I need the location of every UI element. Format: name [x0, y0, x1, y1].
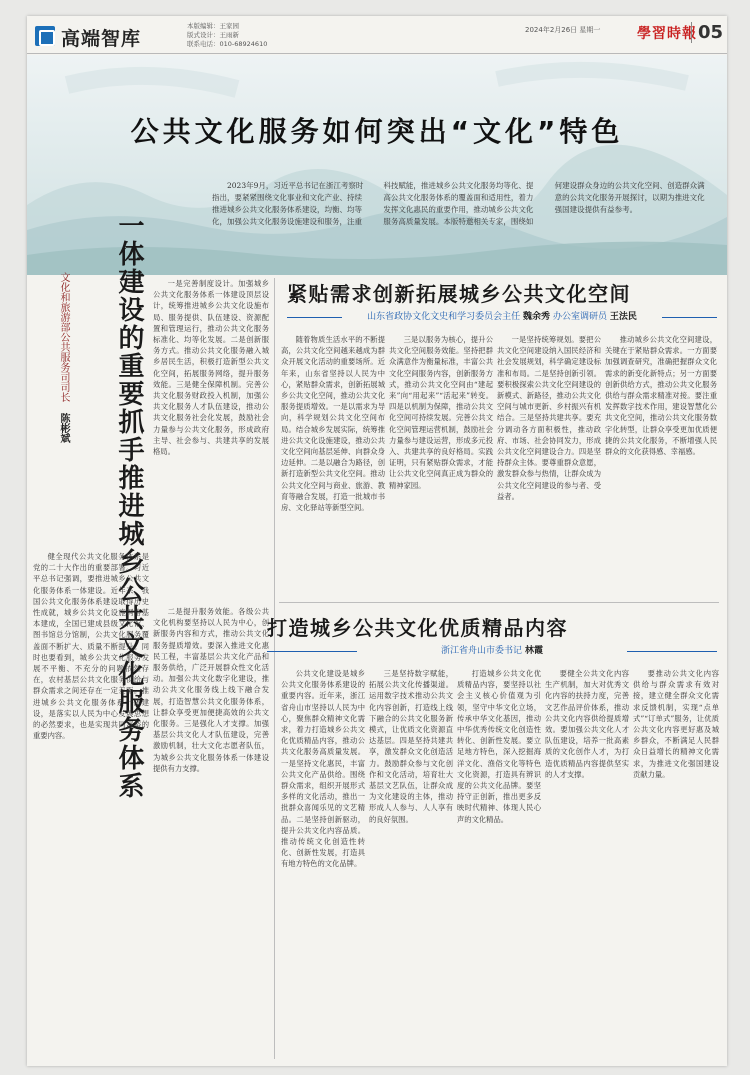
page-header — [27, 16, 727, 54]
article2-author-name: 林霞 — [524, 646, 543, 656]
masthead-logo: 學習時報 — [637, 26, 697, 42]
page-main-title: 公共文化服务如何突出“文化”特色 — [130, 115, 624, 148]
feature-column-1: 健全现代公共文化服务体系是党的二十大作出的重要部署。习近平总书记强调，要推进城乡公共文化服务体系一体建设。近年来，我国公共文化服务体系建设取得历史性成就，城乡公共文化设施网络基本建成，全国已建成县级文化馆、图书馆总分馆制，公共文化服务覆盖面不断扩大、质量不断提升。同时也要看到，城乡公共文化服务发展不平衡、不充分的问题依然存在，农村基层公共文化服务供给与群众需求之间还存在一定差距。推进城乡公共文化服务体系一体建设，是落实以人民为中心发展思想的必然要求，也是实现共同富裕的重要内容。 — [33, 552, 149, 741]
article1-author-org: 山东省政协文化文史和学习委员会主任 — [367, 312, 521, 322]
article2-author-org: 浙江省舟山市委书记 — [441, 646, 523, 656]
phone-line: 联系电话：010-68924610 — [187, 40, 268, 48]
column-divider — [274, 278, 275, 1059]
article1-author-name2: 王法民 — [609, 312, 637, 322]
feature-author-org: 文化和旅游部公共服务司司长 — [58, 272, 69, 402]
article1-column-3: 一是坚持统筹规划。要把公共文化空间建设纳入国民经济和社会发展规划，科学确定建设标准和布局。二是坚持创新引领。要积极探索公共文化空间建设的新模式、新路径，推动公共文化空间与城市更新、乡村振兴有机结合。三是坚持共建共享。要充分调动各方面积极性，推动政府、市场、社会协同发力，形成公共文化空间建设合力。四是坚持群众主体。要尊重群众意愿，激发群众参与热情，让群众成为公共文化空间建设的参与者、受益者。 — [497, 335, 601, 501]
feature-title: 一体建设的重要抓手推进城乡公共文化服务体系 — [114, 212, 144, 800]
banner-intro-text: 2023年9月，习近平总书记在浙江考察时指出，要紧紧围绕文化事业和文化产业、持续推进城乡公共文化服务体系建设，均衡、均等化，加强公共文化服务设施建设和服务，注重科技赋能，推进城乡公共文化服务均等化、提高公共文化服务体系的覆盖面和适用性，着力发挥文化惠民的重要作用，推动城乡公共文化服务高质量发展。本版特邀相关专家，围绕如何建设群众身边的公共文化空间、创造群众满意的公共文化服务开展探讨，以期为推进文化强国建设提供有益参考。 — [212, 181, 705, 226]
article2-column-3: 打造城乡公共文化优质精品内容，要坚持以社会主义核心价值观为引领，坚守中华文化立场，传承中华文化基因，推动中华优秀传统文化创造性转化、创新性发展。要立足地方特色，深入挖掘海洋文化、渔俗文化等特色文化资源，打造具有辨识度的公共文化品牌。要坚持守正创新，推出更多反映时代精神、体现人民心声的文化精品。 — [457, 669, 541, 824]
editor-info — [187, 22, 267, 49]
article1-title: 紧贴需求创新拓展城乡公共文化空间 — [287, 282, 631, 306]
article1-author-org2: 办公室调研员 — [552, 312, 607, 322]
article1-column-4: 推动城乡公共文化空间建设，关键在于紧贴群众需求。一方面要加强调查研究，准确把握群众文化需求的新变化新特点；另一方面要创新供给方式，推动公共文化服务供给与群众需求精准对接。要注重发挥数字技术作用，建设智慧化公共文化空间，推动公共文化服务数字化转型，让群众享受更加优质便捷的公共文化服务，不断增强人民群众的文化获得感、幸福感。 — [605, 335, 717, 457]
feature-byline — [43, 272, 69, 443]
article1-column-1: 随着物质生活水平的不断提高，公共文化空间越来越成为群众开展文化活动的重要场所。近年来，山东省坚持以人民为中心，紧贴群众需求，创新拓展城乡公共文化空间，推动公共文化服务提质增效。一是以需求为导向，科学规划公共文化空间布局。结合城乡发展实际，统筹推进公共文化设施建设，推动公共文化空间向基层延伸、向群众身边延伸。二是以融合为路径，创新打造新型公共文化空间。推动公共文化空间与商业、旅游、教育等融合发展，打造一批城市书房、文化驿站等新型空间。 — [281, 335, 385, 513]
feature-column-3: 二是提升服务效能。各级公共文化机构要坚持以人民为中心，创新服务内容和方式，推动公共文化服务提质增效。要深入推进文化惠民工程，丰富基层公共文化产品和服务供给，广泛开展群众性文化活动。加强公共文化数字化建设，推动公共文化服务线上线下融合发展，打造智慧公共文化服务体系，让群众享受更加便捷高效的公共文化服务。三是强化人才支撑。加强基层公共文化人才队伍建设，完善激励机制，壮大文化志愿者队伍，为城乡公共文化服务体系一体建设提供有力支撑。 — [153, 607, 269, 773]
article2-column-2: 三是坚持数字赋能，拓展公共文化传播渠道。运用数字技术推动公共文化内容创新，打造线上线下融合的公共文化服务新模式，让优质文化资源直达基层。四是坚持共建共享，激发群众文化创造活力。鼓励群众参与文化创作和文化活动，培育壮大基层文艺队伍，让群众成为文化建设的主体，推动形成人人参与、人人享有的良好氛围。 — [369, 669, 453, 824]
feature-column-2: 一是完善制度设计。加强城乡公共文化服务体系一体建设顶层设计，统筹推进城乡公共文化设施布局、服务提供、队伍建设、资源配置和管理运行，推动公共文化服务标准化、均等化发展。二是创新服务方式。推动公共文化服务融入城乡居民生活，积极打造新型公共文化空间，拓展服务网络，提升服务效能。三是健全保障机制。完善公共文化服务财政投入机制，加强公共文化服务人才队伍建设，推动公共文化服务社会化发展，鼓励社会力量参与公共文化服务，形成政府主导、社会参与、共建共享的发展格局。 — [153, 279, 269, 457]
editor-line: 本版编辑：王家园 — [187, 22, 239, 30]
section-name: 高端智库 — [61, 28, 142, 50]
article1-byline — [287, 308, 717, 326]
article2-column-1: 公共文化建设是城乡公共文化服务体系建设的重要内容。近年来，浙江省舟山市坚持以人民为中心，聚焦群众精神文化需求，着力打造城乡公共文化优质精品内容，推动公共文化服务高质量发展。一是坚持文化惠民，丰富公共文化产品供给。围绕群众需求，组织开展形式多样的文化活动，推出一批群众喜闻乐见的文艺精品。二是坚持创新驱动，提升公共文化内容品质。推动传统文化创造性转化、创新性发展，打造具有地方特色的文化品牌。 — [281, 669, 365, 869]
article2-byline — [267, 642, 717, 660]
designer-line: 版式设计：王雨新 — [187, 31, 239, 39]
article2-column-4: 要健全公共文化内容生产机制，加大对优秀文化内容的扶持力度，完善文艺作品评价体系，推动公共文化内容供给提质增效。要加强公共文化人才队伍建设，培养一批高素质的文化创作人才，为打造优质精品内容提供坚实的人才支撑。 — [545, 669, 629, 779]
newspaper-page — [27, 16, 727, 1066]
article1-author-name: 魏余秀 — [523, 312, 551, 322]
article1-column-2: 三是以服务为核心，提升公共文化空间服务效能。坚持把群众满意作为衡量标准，丰富公共文化空间服务内容，创新服务方式，推动公共文化空间由“建起来”向“用起来”“活起来”转变。四是以机制为保障，推动公共文化空间可持续发展。完善公共文化空间管理运营机制，鼓励社会力量参与建设运营，形成多元投入、共建共享的良好格局。实践证明，只有紧贴群众需求，才能让公共文化空间真正成为群众的精神家园。 — [389, 335, 493, 490]
feature-author-name: 陈彬斌 — [58, 413, 69, 444]
page-number: 05 — [691, 22, 723, 43]
issue-date: 2024年2月26日 星期一 — [525, 26, 601, 34]
article2-column-5: 要推动公共文化内容供给与群众需求有效对接，建立健全群众文化需求反馈机制，实现“点单式”“订单式”服务，让优质公共文化内容更好惠及城乡群众，不断满足人民群众日益增长的精神文化需求，为推进文化强国建设贡献力量。 — [633, 669, 719, 779]
section-logo-icon — [35, 26, 55, 46]
article2-title: 打造城乡公共文化优质精品内容 — [267, 616, 568, 640]
article-divider — [279, 602, 719, 603]
